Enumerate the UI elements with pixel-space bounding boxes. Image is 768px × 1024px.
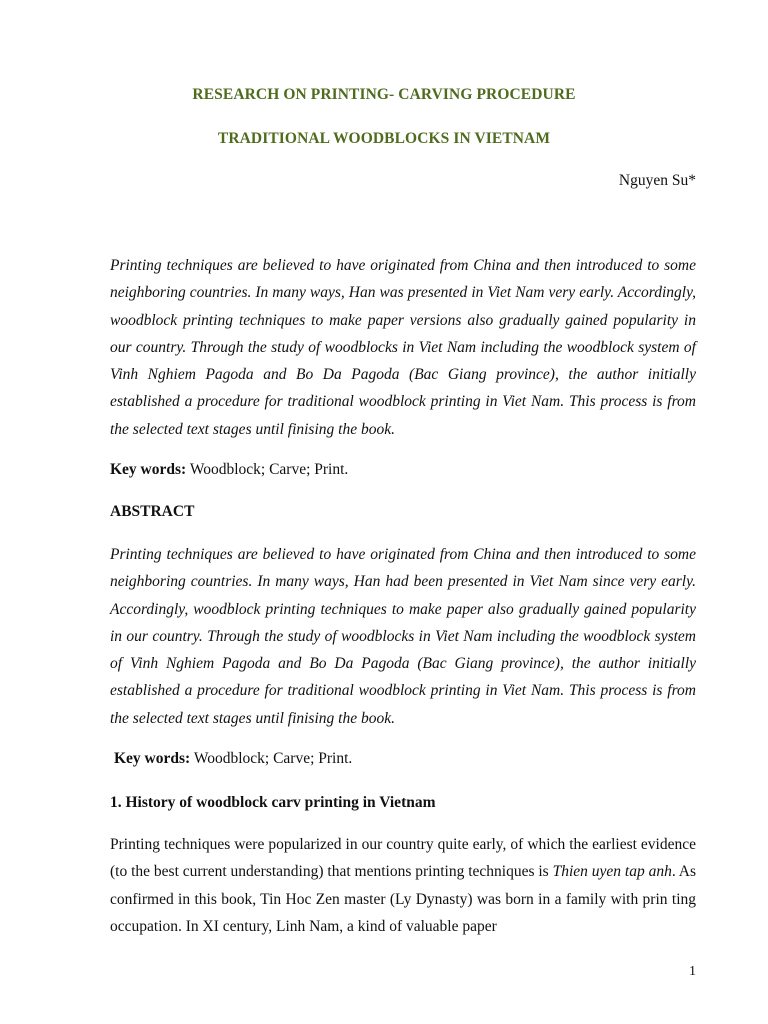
keywords-line-1 [110, 461, 348, 479]
keywords-label: Key words: [110, 461, 187, 478]
intro-paragraph: Printing techniques are believed to have originated from China and then introduced to some neighboring countries. In many ways, Han was presented in Viet Nam very early. Accordingly, woodblock printing techniques to make paper versions also gradually gained popularity in our country. Through the study of woodblocks in Viet Nam including the woodblock system of Vinh Nghiem Pagoda and Bo Da Pagoda (Bac Giang province), the author initially established a procedure for traditional woodblock printing in Viet Nam. This process is from the selected text stages until finising the book. [110, 257, 696, 438]
section-1-text-part-2: . As confirmed in this book, Tin Hoc Zen master (Ly Dynasty) was born in a family with prin ting occupation. In XI century, Linh Nam, a kind of valuable paper [110, 863, 697, 935]
book-title: Thien uyen tap anh [552, 863, 672, 881]
abstract-heading: ABSTRACT [110, 503, 195, 520]
abstract-paragraph: Printing techniques are believed to have originated from China and then introduced to some neighboring countries. In many ways, Han had been presented in Viet Nam since very early. Accordingly, woodblock printing techniques to make paper also gradually gained popularity in our country. Through the study of woodblocks in Viet Nam including the woodblock system of Vinh Nghiem Pagoda and Bo Da Pagoda (Bac Giang province), the author initially established a procedure for traditional woodblock printing in Viet Nam. This process is from the selected text stages until finising the book. [110, 546, 696, 727]
keywords-value: Woodblock; Carve; Print. [189, 461, 349, 478]
section-1-heading: 1. History of woodblock carv printing in Vietnam [110, 794, 436, 811]
title-line-1: RESEARCH ON PRINTING- CARVING PROCEDURE [192, 86, 576, 103]
keywords-label: Key words: [114, 750, 191, 767]
section-1-paragraph [110, 831, 696, 940]
section-1-text-part-1: Printing techniques were popularized in our country quite early, of which the earliest evidence (to the best current understanding) that mentions printing techniques is [110, 836, 696, 881]
keywords-value: Woodblock; Carve; Print. [193, 750, 353, 767]
page-number: 1 [689, 964, 696, 979]
keywords-line-2 [114, 750, 352, 768]
title-line-2: TRADITIONAL WOODBLOCKS IN VIETNAM [217, 130, 551, 147]
author-name: Nguyen Su* [618, 172, 696, 189]
